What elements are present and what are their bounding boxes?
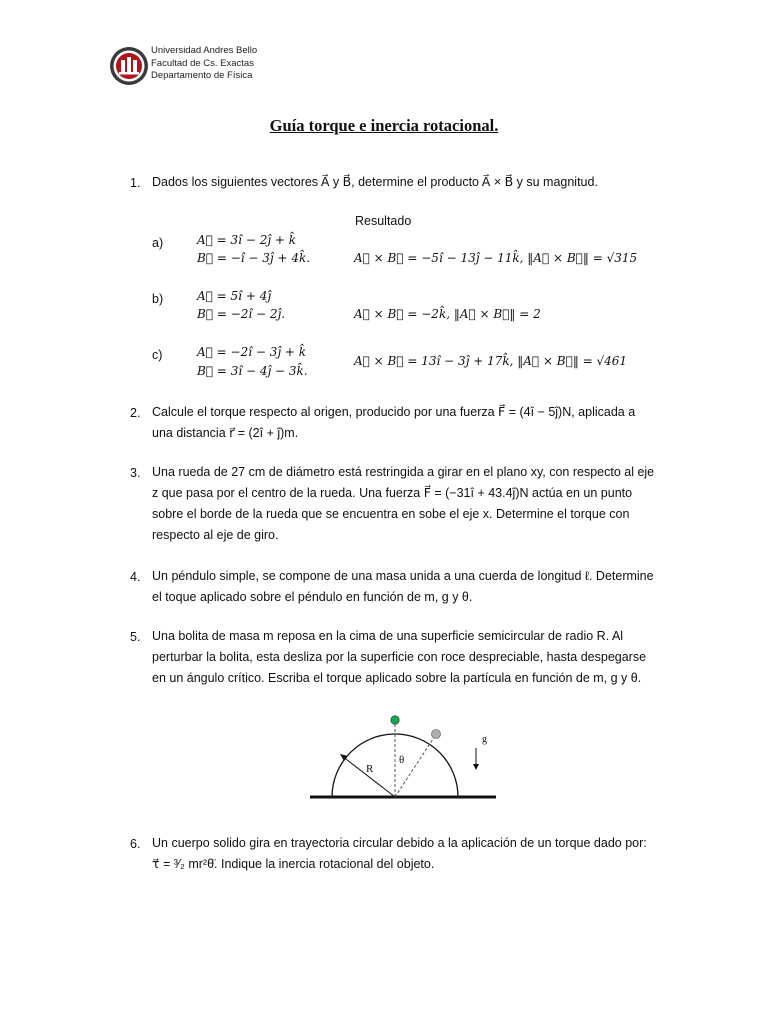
problem-2-line-1: Calcule el torque respecto al origen, producido por una fuerza F⃗ = (4î − 5ĵ)N, aplicada a [152,405,636,419]
problem-6-number: 6. [130,837,141,851]
subitem-a-vector-b: B⃗ = −î − 3ĵ + 4k̂. [197,251,311,265]
subitem-a-result: A⃗ × B⃗ = −5î − 13ĵ − 11k̂, ‖A⃗ × B⃗‖ = √315 [354,251,638,265]
problem-2-text [152,402,672,444]
ball-side [432,730,441,739]
header-institution [151,45,257,83]
problem-3-text [152,462,672,546]
problem-6-line-2: τ⃗ = ³⁄₂ mr²θ̈. Indique la inercia rotacional del objeto. [152,857,435,871]
subitem-b-vector-b: B⃗ = −2î − 2ĵ. [197,307,286,321]
university-name: Universidad Andres Bello [151,45,258,56]
subitem-c-label: c) [152,348,163,362]
problem-5-line-1: Una bolita de masa m reposa en la cima de una superficie semicircular de radio R. Al [152,629,624,643]
problem-3-line-4: respecto al eje de giro. [152,528,279,542]
problem-3-number: 3. [130,466,141,480]
faculty-name: Facultad de Cs. Exactas [151,57,254,69]
problem-2-line-2: una distancia r⃗ = (2î + ĵ)m. [152,426,299,440]
subitem-a-label: a) [152,236,164,250]
problem-2-number: 2. [130,406,141,420]
problem-5-number: 5. [130,630,141,644]
problem-1-number: 1. [130,176,141,190]
problem-4-line-1: Un péndulo simple, se compone de una masa unida a una cuerda de longitud ℓ. Determine [152,569,654,583]
problem-4-number: 4. [130,570,141,584]
ball-top [391,716,399,724]
angle-label: θ [399,754,405,766]
subitem-c-vector-a: A⃗ = −2î − 3ĵ + k̂ [197,345,307,359]
problem-4-text [152,566,672,608]
subitem-c-result: A⃗ × B⃗ = 13î − 3ĵ + 17k̂, ‖A⃗ × B⃗‖ = √461 [354,354,628,368]
gravity-arrowhead [473,764,479,770]
results-heading: Resultado [355,214,412,228]
problem-5-line-3: en un ángulo crítico. Escriba el torque aplicado sobre la partícula en función de m, g y θ. [152,671,642,685]
problem-5-text [152,626,672,689]
problem-3-line-3: sobre el borde de la rueda que se encuentra en sobe el eje x. Determine el torque con [152,507,630,521]
page-title: Guía torque e inercia rotacional. [269,116,499,135]
problem-5-line-2: perturbar la bolita, esta desliza por la superficie con roce despreciable, hasta despegarse [152,650,647,664]
radius-label: R [366,763,374,775]
problem-6-line-1: Un cuerpo solido gira en trayectoria circular debido a la aplicación de un torque dado por: [152,836,647,850]
problem-1-text: Dados los siguientes vectores A⃗ y B⃗, determine el producto A⃗ × B⃗ y su magnitud. [152,175,598,189]
problem-3-line-1: Una rueda de 27 cm de diámetro está restringida a girar en el plano xy, con respecto al eje [152,465,655,479]
angled-dashed-line [395,736,435,797]
subitem-b-label: b) [152,292,164,306]
problem-3-line-2: z que pasa por el centro de la rueda. Una fuerza F⃗ = (−31î + 43.4ĵ)N actúa en un punto [152,486,633,500]
university-logo [108,42,150,90]
subitem-a-vector-a: A⃗ = 3î − 2ĵ + k̂ [197,233,297,247]
gravity-label: g [482,734,487,745]
problem-4-line-2: el toque aplicado sobre el péndulo en función de m, g y θ. [152,590,473,604]
subitem-b-result: A⃗ × B⃗ = −2k̂, ‖A⃗ × B⃗‖ = 2 [354,307,541,321]
subitem-b-vector-a: A⃗ = 5î + 4ĵ [197,289,272,303]
problem-6-text [152,833,672,875]
semicircle-figure [310,712,496,804]
subitem-c-vector-b: B⃗ = 3î − 4ĵ − 3k̂. [197,364,308,378]
department-name: Departamento de Física [151,70,253,81]
